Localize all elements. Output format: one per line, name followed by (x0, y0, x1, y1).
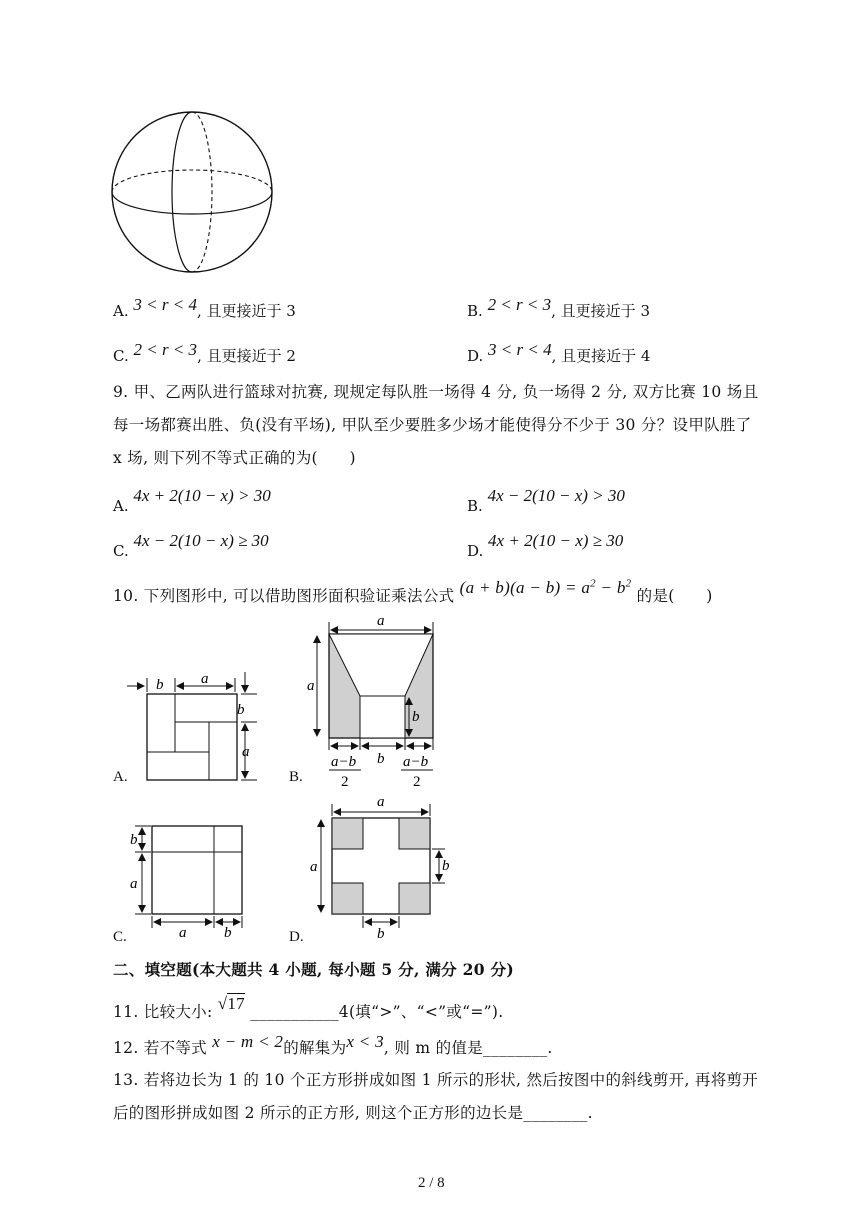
q8-option-a[interactable]: A. 3 < r < 4, 且更接近于 3 (113, 295, 296, 320)
fig-b-amb-left: a−b (331, 754, 357, 770)
fig-c-b-left: b (130, 832, 138, 848)
q8-option-b[interactable]: B. 2 < r < 3, 且更接近于 3 (467, 295, 650, 320)
fig-c-a-bottom: a (179, 925, 187, 941)
q9-option-a[interactable]: A. 4x + 2(10 − x) > 30 (113, 486, 271, 515)
q13-line1: 13. 若将边长为 1 的 10 个正方形拼成如图 1 所示的形状, 然后按图中的斜线剪开, 再将剪开 (113, 1071, 759, 1089)
fig-d-b-bottom: b (377, 926, 385, 942)
section-2-heading: 二、填空题(本大题共 4 小题, 每小题 5 分, 满分 20 分) (113, 960, 514, 979)
fig-b-two-left: 2 (341, 774, 349, 790)
q9-line3: x 场, 则下列不等式正确的为( ) (113, 449, 356, 467)
q9-option-b[interactable]: B. 4x − 2(10 − x) > 30 (467, 486, 625, 515)
q8-option-d[interactable]: D. 3 < r < 4, 且更接近于 4 (467, 340, 651, 365)
q10-figure-d (305, 792, 455, 942)
sphere-figure (108, 110, 278, 276)
fig-c-a-left: a (130, 876, 138, 892)
fig-c-b-bottom: b (224, 925, 232, 941)
q10-label-a[interactable]: A. (113, 769, 128, 785)
q11-blank[interactable]: ___________ (250, 1003, 339, 1021)
q10-stem: 10. 下列图形中, 可以借助图形面积验证乘法公式 $(a + b)(a - b) = a^2 - b^2$ 的是( ) (113, 577, 713, 605)
q10-label-b[interactable]: B. (289, 769, 303, 785)
fig-d-a-top: a (377, 794, 385, 810)
fig-b-a-left: a (307, 678, 315, 694)
q9-line1: 9. 甲、乙两队进行篮球对抗赛, 现规定每队胜一场得 4 分, 负一场得 2 分, 双方比赛 10 场且 (113, 383, 759, 401)
q10-figure-a (125, 668, 265, 786)
fig-a-a-right: a (242, 744, 250, 760)
q9-option-d[interactable]: D. 4x + 2(10 − x) ≥ 30 (467, 531, 624, 560)
fig-b-amb-right: a−b (403, 754, 429, 770)
q12: 12. 若不等式 x − m < 2的解集为x < 3, 则 m 的值是________. (113, 1032, 553, 1057)
q8-option-c[interactable]: C. 2 < r < 3, 且更接近于 2 (113, 340, 296, 365)
fig-b-b-right: b (412, 709, 420, 725)
fig-d-a-left: a (310, 859, 318, 875)
q9-option-c[interactable]: C. 4x − 2(10 − x) ≥ 30 (113, 531, 269, 560)
fig-b-a-top: a (377, 613, 385, 629)
q11-sqrt: √17 (217, 994, 245, 1013)
fig-a-b-right: b (237, 702, 245, 718)
q13-line2[interactable]: 后的图形拼成如图 2 所示的正方形, 则这个正方形的边长是________. (113, 1104, 593, 1122)
fig-b-two-right: 2 (413, 774, 421, 790)
q10-label-c[interactable]: C. (113, 929, 127, 945)
q10-figure-b (305, 612, 445, 790)
q11: 11. 比较大小: √17 ___________4(填“>”、“<”或“=”). (113, 994, 504, 1021)
q10-formula: $(a + b)(a - b) = a^2 - b^2$ (459, 577, 632, 597)
q10-figure-c (125, 818, 255, 944)
page-number: 2 / 8 (418, 1175, 445, 1191)
fig-b-b-bottom: b (377, 751, 385, 767)
fig-a-b-top: b (156, 677, 164, 693)
fig-a-a-top: a (201, 671, 209, 687)
fig-d-b-right: b (442, 858, 450, 874)
q10-label-d[interactable]: D. (289, 929, 304, 945)
q9-line2: 每一场都赛出胜、负(没有平场), 甲队至少要胜多少场才能使得分不少于 30 分？设甲队胜了 (113, 416, 752, 434)
q12-answer-blank[interactable]: , 则 m 的值是________. (383, 1039, 553, 1057)
